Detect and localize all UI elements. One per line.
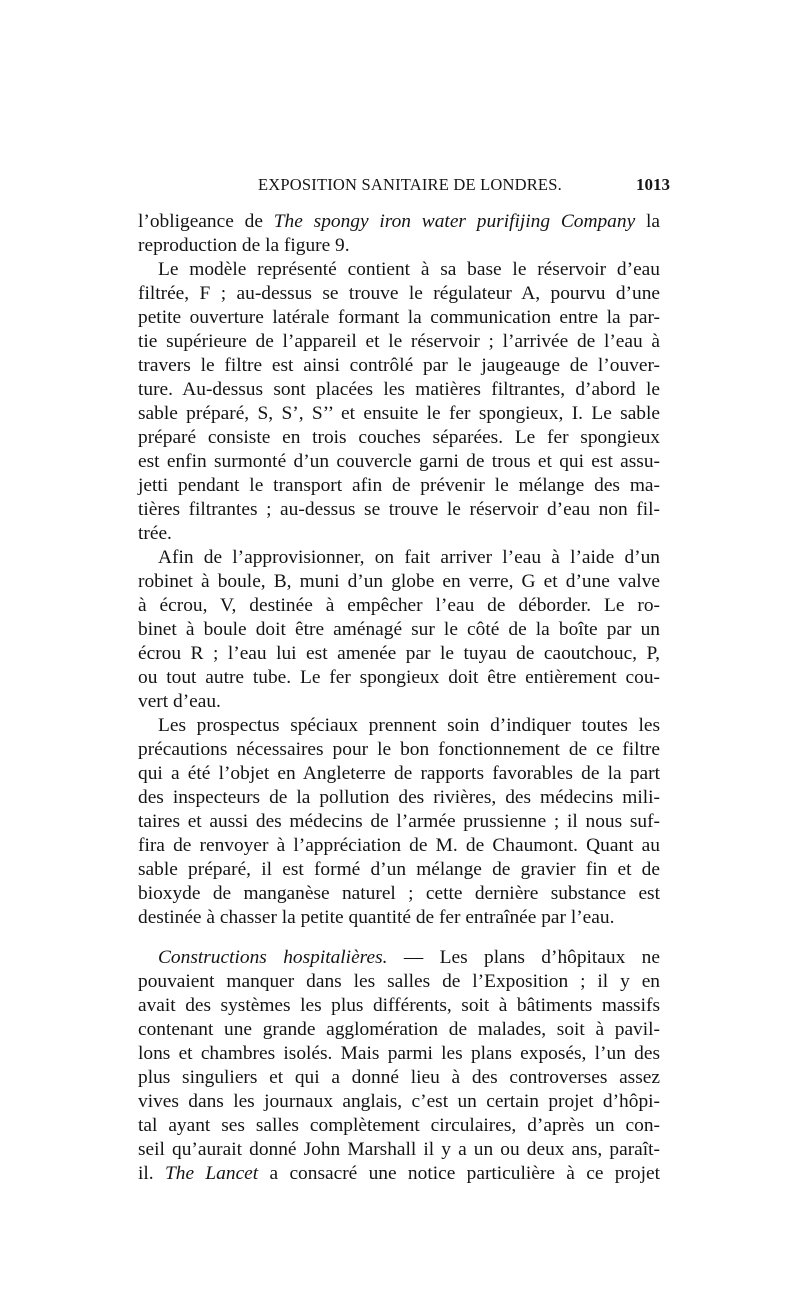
text-line: l’obligeance de The spongy iron water purifijing Company la	[138, 211, 660, 232]
page-header	[138, 175, 670, 199]
text-line: vives dans les journaux anglais, c’est un certain projet d’hôpi-	[138, 1091, 660, 1112]
text-line: des inspecteurs de la pollution des rivières, des médecins mili-	[138, 787, 660, 808]
text-line: Constructions hospitalières. — Les plans d’hôpitaux ne	[158, 947, 660, 968]
text-line: sable préparé, il est formé d’un mélange de gravier fin et de	[138, 859, 660, 880]
text-line: Afin de l’approvisionner, on fait arriver l’eau à l’aide d’un	[158, 547, 660, 568]
text-line: seil qu’aurait donné John Marshall il y a un ou deux ans, paraît-	[138, 1139, 660, 1160]
text-line: écrou R ; l’eau lui est amenée par le tuyau de caoutchouc, P,	[138, 643, 660, 664]
text-line: à écrou, V, destinée à empêcher l’eau de déborder. Le ro-	[138, 595, 660, 616]
text-line: destinée à chasser la petite quantité de fer entraînée par l’eau.	[138, 907, 615, 928]
text-line: contenant une grande agglomération de malades, soit à pavil-	[138, 1019, 660, 1040]
text-line: Les prospectus spéciaux prennent soin d’indiquer toutes les	[158, 715, 660, 736]
text-line: vert d’eau.	[138, 691, 221, 712]
text-line: jetti pendant le transport afin de prévenir le mélange des ma-	[138, 475, 660, 496]
page-number: 1013	[636, 175, 670, 194]
text-line: travers le filtre est ainsi contrôlé par le jaugeauge de l’ouver-	[138, 355, 660, 376]
text-line: avait des systèmes les plus différents, soit à bâtiments massifs	[138, 995, 660, 1016]
text-line: taires et aussi des médecins de l’armée prussienne ; il nous suf-	[138, 811, 660, 832]
text-line: pouvaient manquer dans les salles de l’Exposition ; il y en	[138, 971, 660, 992]
text-line: est enfin surmonté d’un couvercle garni de trous et qui est assu-	[138, 451, 660, 472]
running-title: EXPOSITION SANITAIRE DE LONDRES.	[258, 175, 562, 194]
text-line: fira de renvoyer à l’appréciation de M. de Chaumont. Quant au	[138, 835, 660, 856]
text-line: précautions nécessaires pour le bon fonctionnement de ce filtre	[138, 739, 660, 760]
text-line: tières filtrantes ; au-dessus se trouve le réservoir d’eau non fil-	[138, 499, 660, 520]
text-line: ou tout autre tube. Le fer spongieux doit être entièrement cou-	[138, 667, 660, 688]
text-line: ture. Au-dessus sont placées les matières filtrantes, d’abord le	[138, 379, 660, 400]
text-line: trée.	[138, 523, 172, 544]
text-line: filtrée, F ; au-dessus se trouve le régulateur A, pourvu d’une	[138, 283, 660, 304]
text-line: qui a été l’objet en Angleterre de rapports favorables de la part	[138, 763, 660, 784]
text-line: robinet à boule, B, muni d’un globe en verre, G et d’une valve	[138, 571, 660, 592]
text-line: lons et chambres isolés. Mais parmi les plans exposés, l’un des	[138, 1043, 660, 1064]
text-line: sable préparé, S, S’, S’’ et ensuite le fer spongieux, I. Le sable	[138, 403, 660, 424]
text-line: reproduction de la figure 9.	[138, 235, 350, 256]
text-line: petite ouverture latérale formant la communication entre la par-	[138, 307, 660, 328]
text-line: bioxyde de manganèse naturel ; cette dernière substance est	[138, 883, 660, 904]
text-line: il. The Lancet a consacré une notice particulière à ce projet	[138, 1163, 660, 1184]
text-line: plus singuliers et qui a donné lieu à des controverses assez	[138, 1067, 660, 1088]
text-line: tie supérieure de l’appareil et le réservoir ; l’arrivée de l’eau à	[138, 331, 660, 352]
text-line: préparé consiste en trois couches séparées. Le fer spongieux	[138, 427, 660, 448]
text-line: binet à boule doit être aménagé sur le côté de la boîte par un	[138, 619, 660, 640]
text-line: tal ayant ses salles complètement circulaires, d’après un con-	[138, 1115, 660, 1136]
text-line: Le modèle représenté contient à sa base le réservoir d’eau	[158, 259, 660, 280]
